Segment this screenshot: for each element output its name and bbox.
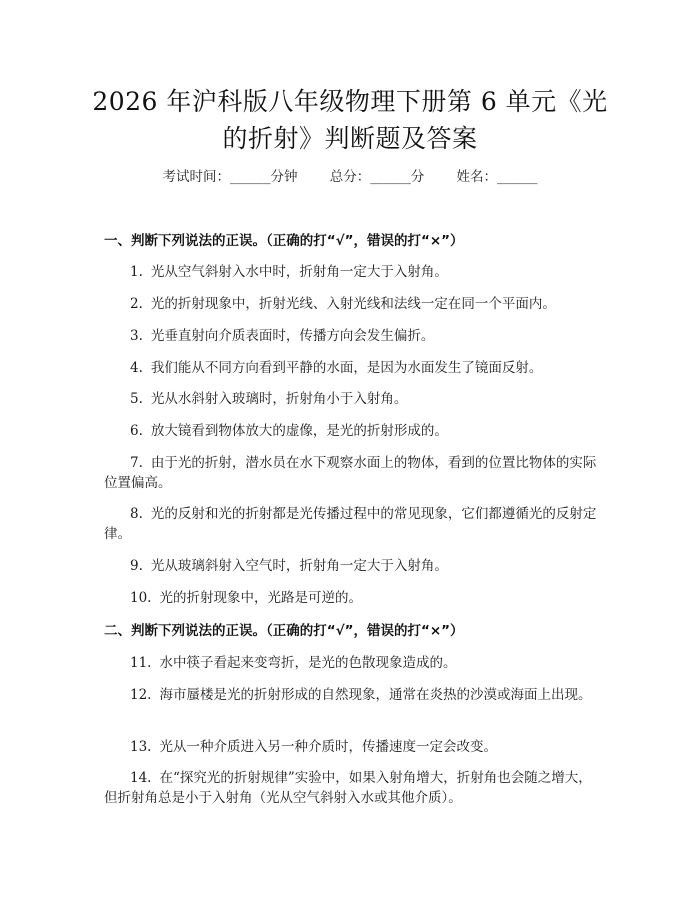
question-number: 5. <box>130 391 143 407</box>
question-number: 10. <box>130 590 152 606</box>
question-number: 6. <box>130 423 143 439</box>
question-number: 12. <box>130 687 152 703</box>
question-item <box>104 453 604 493</box>
question-text: 光的反射和光的折射都是光传播过程中的常见现象，它们都遵循光的反射定律。 <box>104 506 597 542</box>
document-title: 2026 年沪科版八年级物理下册第 6 单元《光的折射》判断题及答案 <box>92 87 608 153</box>
question-text: 水中筷子看起来变弯折，是光的色散现象造成的。 <box>159 655 457 671</box>
student-name-field: 姓名：______ <box>456 169 538 185</box>
question-item <box>104 768 604 808</box>
question-number: 13. <box>130 739 152 755</box>
question-item <box>104 262 604 282</box>
question-number: 7. <box>130 455 143 471</box>
total-score-field: 总分：______分 <box>329 169 425 185</box>
question-number: 11. <box>130 655 152 671</box>
section-heading-1: 一、判断下列说法的正误。（正确的打“√”，错误的打“×”） <box>104 233 464 249</box>
question-number: 4. <box>130 360 143 376</box>
question-text: 光从一种介质进入另一种介质时，传播速度一定会改变。 <box>159 739 497 755</box>
question-item <box>104 294 604 314</box>
question-item <box>104 588 604 608</box>
question-item <box>104 556 604 576</box>
question-item <box>104 358 604 378</box>
question-text: 光的折射现象中，折射光线、入射光线和法线一定在同一个平面内。 <box>150 296 556 312</box>
question-text: 光从玻璃斜射入空气时，折射角一定大于入射角。 <box>150 558 448 574</box>
section-heading-2: 二、判断下列说法的正误。（正确的打“√”，错误的打“×”） <box>104 623 464 639</box>
question-text: 在“探究光的折射规律”实验中，如果入射角增大，折射角也会随之增大，但折射角总是小于入射角（光从空气斜射入水或其他介质）。 <box>104 770 592 806</box>
question-item <box>104 737 604 757</box>
question-item <box>104 326 604 346</box>
question-number: 3. <box>130 328 143 344</box>
question-text: 我们能从不同方向看到平静的水面，是因为水面发生了镜面反射。 <box>150 360 543 376</box>
question-item <box>104 685 604 705</box>
question-number: 9. <box>130 558 143 574</box>
question-text: 放大镜看到物体放大的虚像，是光的折射形成的。 <box>150 423 448 439</box>
question-text: 光从空气斜射入水中时，折射角一定大于入射角。 <box>150 264 448 280</box>
exam-time-field: 考试时间：______分钟 <box>162 169 298 185</box>
exam-info-line <box>0 167 700 187</box>
question-text: 海市蜃楼是光的折射形成的自然现象，通常在炎热的沙漠或海面上出现。 <box>159 687 592 703</box>
question-text: 光的折射现象中，光路是可逆的。 <box>159 590 362 606</box>
question-item <box>104 504 604 544</box>
question-number: 8. <box>130 506 143 522</box>
question-item <box>104 653 604 673</box>
question-text: 光从水斜射入玻璃时，折射角小于入射角。 <box>150 391 408 407</box>
question-text: 光垂直射向介质表面时，传播方向会发生偏折。 <box>150 328 435 344</box>
question-item <box>104 421 604 441</box>
question-number: 2. <box>130 296 143 312</box>
question-item <box>104 389 604 409</box>
question-number: 1. <box>130 264 143 280</box>
question-text: 由于光的折射，潜水员在水下观察水面上的物体，看到的位置比物体的实际位置偏高。 <box>104 455 597 491</box>
question-number: 14. <box>130 770 152 786</box>
